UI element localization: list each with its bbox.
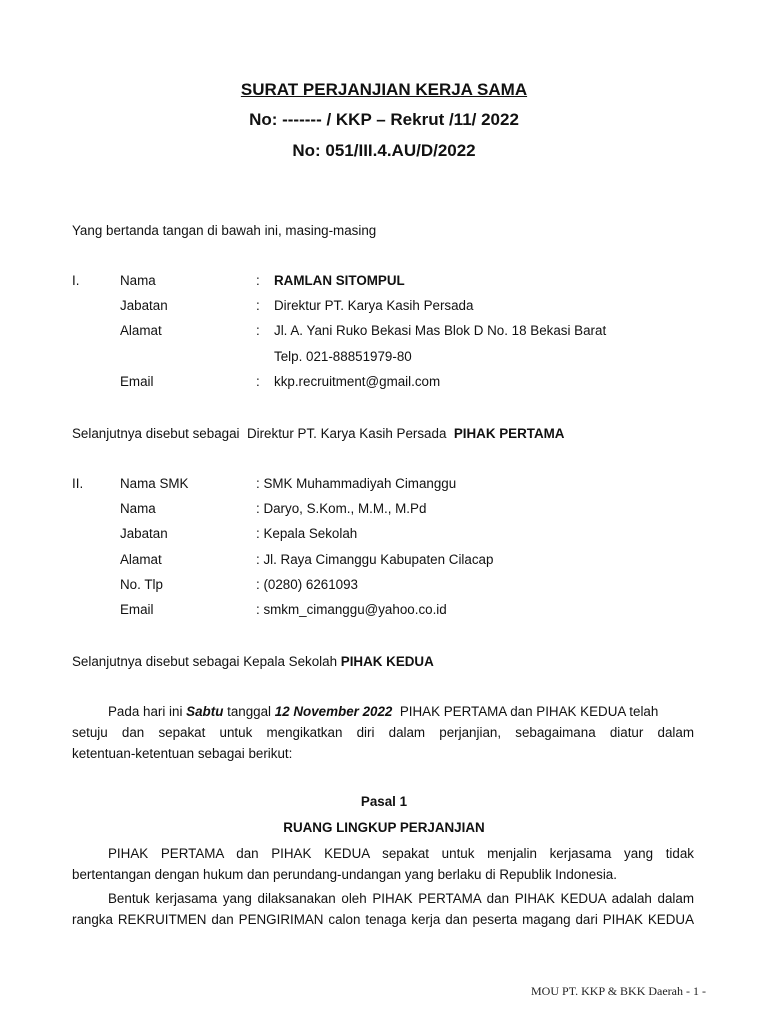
field-value: : Daryo, S.Kom., M.M., M.Pd	[256, 501, 427, 516]
party1-row-email	[0, 371, 768, 393]
opening-paragraph	[72, 701, 694, 764]
party1-row-telp	[0, 346, 768, 368]
opening-text: Pada hari ini	[108, 704, 187, 719]
field-value: : Jl. Raya Cimanggu Kabupaten Cilacap	[256, 552, 494, 567]
field-colon: :	[256, 298, 260, 313]
summary-party-label: PIHAK PERTAMA	[453, 426, 565, 441]
party2-row-nama	[0, 498, 768, 520]
opening-day: Sabtu	[186, 704, 224, 719]
field-label: Nama	[120, 273, 156, 288]
pasal1-p2-line-2: rangka REKRUITMEN dan PENGIRIMAN calon tenaga kerja dan peserta magang dari PIHAK KEDUA	[72, 912, 694, 927]
field-value: Direktur PT. Karya Kasih Persada	[274, 298, 474, 313]
pasal1-paragraph-1	[72, 843, 694, 885]
summary-party-label: PIHAK KEDUA	[340, 654, 434, 669]
party1-summary	[72, 423, 694, 444]
field-label: No. Tlp	[120, 577, 163, 592]
field-colon: :	[256, 323, 260, 338]
party2-row-nama-smk	[0, 473, 768, 495]
pasal-heading: Pasal 1	[360, 794, 408, 809]
field-value: : Kepala Sekolah	[256, 526, 358, 541]
party2-row-jabatan	[0, 523, 768, 545]
opening-date: 12 November 2022	[274, 704, 393, 719]
field-value: kkp.recruitment@gmail.com	[274, 374, 441, 389]
field-colon: :	[256, 374, 260, 389]
summary-text: Selanjutnya disebut sebagai Kepala Sekolah	[72, 654, 341, 669]
field-label: Nama	[120, 501, 156, 516]
party2-row-tlp	[0, 574, 768, 596]
pasal1-p1-line-1: PIHAK PERTAMA dan PIHAK KEDUA sepakat untuk menjalin kerjasama yang tidak	[108, 846, 694, 861]
title-line-2: No: ------- / KKP – Rekrut /11/ 2022	[249, 110, 519, 129]
party2-row-email	[0, 599, 768, 621]
party2-row-alamat	[0, 549, 768, 571]
party1-numeral: I.	[72, 273, 80, 288]
intro-text: Yang bertanda tangan di bawah ini, masing-masing	[72, 223, 377, 238]
field-label: Jabatan	[120, 298, 168, 313]
field-value: : smkm_cimanggu@yahoo.co.id	[256, 602, 447, 617]
pasal1-p1-line-2: bertentangan dengan hukum dan perundang-undangan yang berlaku di Republik Indonesia.	[72, 867, 617, 882]
pasal-subheading: RUANG LINGKUP PERJANJIAN	[283, 820, 485, 835]
pasal1-paragraph-2	[72, 888, 694, 930]
field-value: : (0280) 6261093	[256, 577, 358, 592]
party2-numeral: II.	[72, 476, 84, 491]
opening-line-2: setuju dan sepakat untuk mengikatkan diri dalam perjanjian, sebagaimana diatur dalam	[72, 725, 694, 740]
party2-summary	[72, 651, 694, 672]
opening-line-1	[72, 701, 694, 722]
party1-row-jabatan	[0, 295, 768, 317]
field-value: RAMLAN SITOMPUL	[274, 273, 405, 288]
title-line-3: No: 051/III.4.AU/D/2022	[292, 141, 476, 160]
title-line-1: SURAT PERJANJIAN KERJA SAMA	[240, 80, 528, 99]
opening-text: tanggal	[223, 704, 275, 719]
field-value: : SMK Muhammadiyah Cimanggu	[256, 476, 457, 491]
field-label: Nama SMK	[120, 476, 189, 491]
field-label: Email	[120, 374, 154, 389]
party1-row-name	[0, 270, 768, 292]
summary-text: Selanjutnya disebut sebagai Direktur PT. Karya Kasih Persada	[72, 426, 454, 441]
field-label: Alamat	[120, 323, 162, 338]
field-label: Alamat	[120, 552, 162, 567]
field-label: Jabatan	[120, 526, 168, 541]
opening-line-3: ketentuan-ketentuan sebagai berikut:	[72, 746, 293, 761]
document-title	[0, 76, 768, 166]
opening-text: PIHAK PERTAMA dan PIHAK KEDUA telah	[392, 704, 659, 719]
field-value: Jl. A. Yani Ruko Bekasi Mas Blok D No. 18 Bekasi Barat	[274, 323, 607, 338]
page-footer: MOU PT. KKP & BKK Daerah - 1 -	[531, 984, 706, 998]
field-label: Email	[120, 602, 154, 617]
party1-row-alamat	[0, 320, 768, 342]
field-value: Telp. 021-88851979-80	[274, 349, 412, 364]
pasal1-p2-line-1: Bentuk kerjasama yang dilaksanakan oleh PIHAK PERTAMA dan PIHAK KEDUA adalah dalam	[108, 891, 694, 906]
field-colon: :	[256, 273, 260, 288]
